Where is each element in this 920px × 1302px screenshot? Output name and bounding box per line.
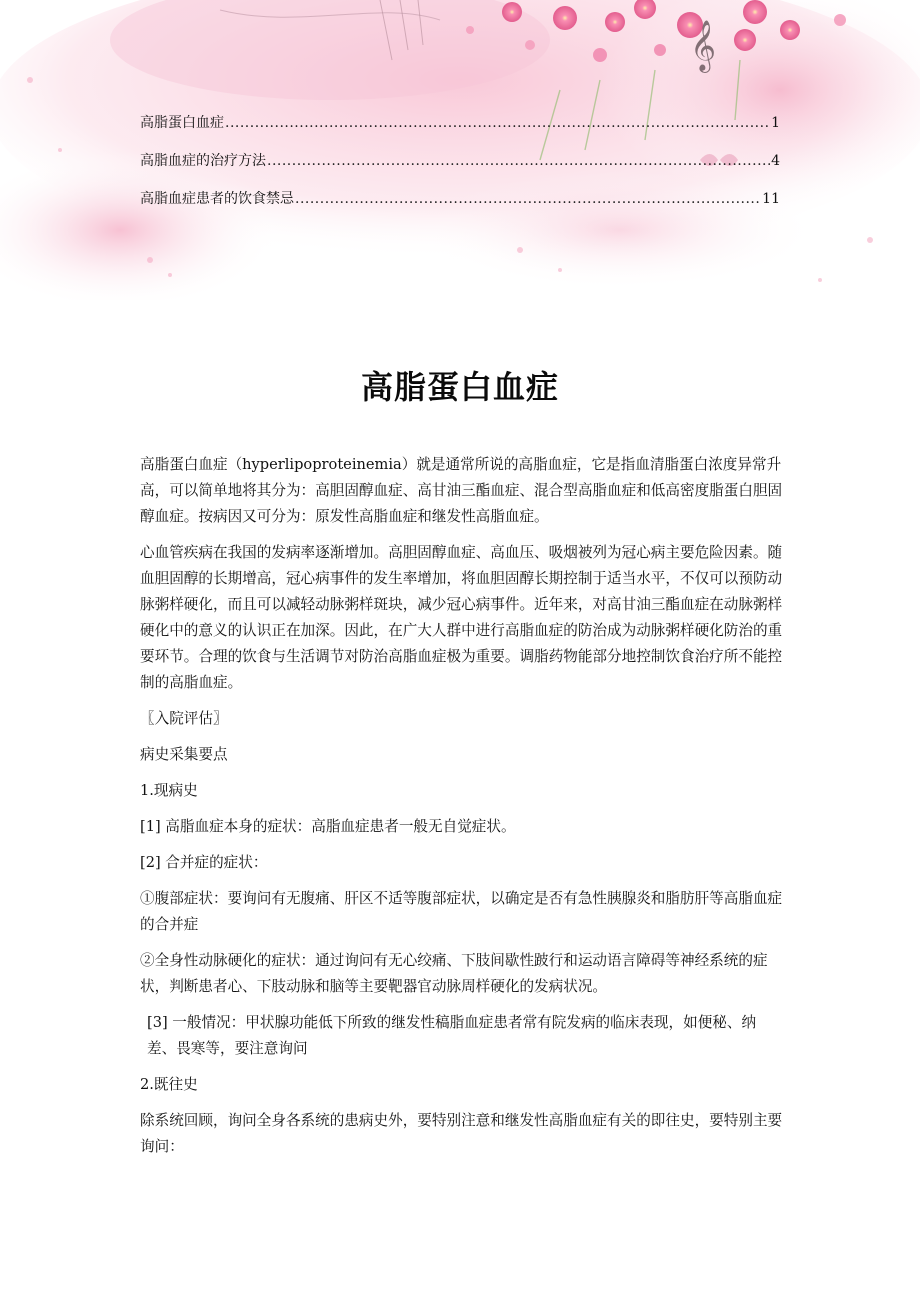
toc-entry-page: 4 [771,153,780,169]
paragraph: 高脂蛋白血症（hyperlipoproteinemia）就是通常所说的高脂血症，它是指血清脂蛋白浓度异常升高，可以简单地将其分为：高胆固醇血症、高甘油三酯血症、混合型高脂血症和低高密度脂蛋白胆固醇血症。按病因又可分为：原发性高脂血症和继发性高脂血症。 [140,456,783,525]
toc-leader-dots [295,191,761,207]
paragraph: ②全身性动脉硬化的症状：通过询问有无心绞痛、下肢间歇性跛行和运动语言障碍等神经系统的症状，判断患者心、下肢动脉和脑等主要靶器官动脉周样硬化的发病状况。 [140,952,768,995]
toc-entry[interactable] [140,150,780,178]
toc-entry-page: 11 [762,191,780,207]
toc-entry-page: 1 [771,115,780,131]
treble-clef-icon: 𝄞 [690,20,717,71]
subsection-heading: 1.现病史 [140,782,198,799]
subsection-heading: 病史采集要点 [140,746,228,763]
list-item: [2] 合并症的症状： [140,854,268,871]
subsection-heading: 2.既往史 [140,1076,198,1093]
toc-entry-title: 高脂血症的治疗方法 [140,153,266,169]
toc-entry-title: 高脂蛋白血症 [140,115,224,131]
document-title: 高脂蛋白血症 [360,368,559,406]
paragraph: ①腹部症状：要询问有无腹痛、肝区不适等腹部症状，以确定是否有急性胰腺炎和脂肪肝等高脂血症的合并症 [140,890,783,933]
document-body [140,452,785,1170]
toc-entry-title: 高脂血症患者的饮食禁忌 [140,191,294,207]
list-item: [1] 高脂血症本身的症状：高脂血症患者一般无自觉症状。 [140,818,516,835]
paragraph: 心血管疾病在我国的发病率逐渐增加。高胆固醇血症、高血压、吸烟被列为冠心病主要危险因素。随血胆固醇的长期增高，冠心病事件的发生率增加，将血胆固醇长期控制于适当水平，不仅可以预防动脉粥样硬化，而且可以减轻动脉粥样斑块，减少冠心病事件。近年来，对高甘油三酯血症在动脉粥样硬化中的意义的认识正在加深。因此，在广大人群中进行高脂血症的防治成为动脉粥样硬化防治的重要环节。合理的饮食与生活调节对防治高脂血症极为重要。调脂药物能部分地控制饮食治疗所不能控制的高脂血症。 [140,544,783,691]
list-item: [3] 一般情况：甲状腺功能低下所致的继发性稿脂血症患者常有院发病的临床表现，如便秘、纳差、畏寒等，要注意询问 [147,1014,757,1057]
toc-entry[interactable] [140,112,780,140]
toc-leader-dots [225,115,770,131]
table-of-contents [140,112,780,226]
toc-leader-dots [267,153,770,169]
section-heading: 〖入院评估〗 [140,710,228,727]
paragraph: 除系统回顾，询问全身各系统的患病史外，要特别注意和继发性高脂血症有关的即往史，要特别主要询问： [140,1112,783,1155]
toc-entry[interactable] [140,188,780,216]
